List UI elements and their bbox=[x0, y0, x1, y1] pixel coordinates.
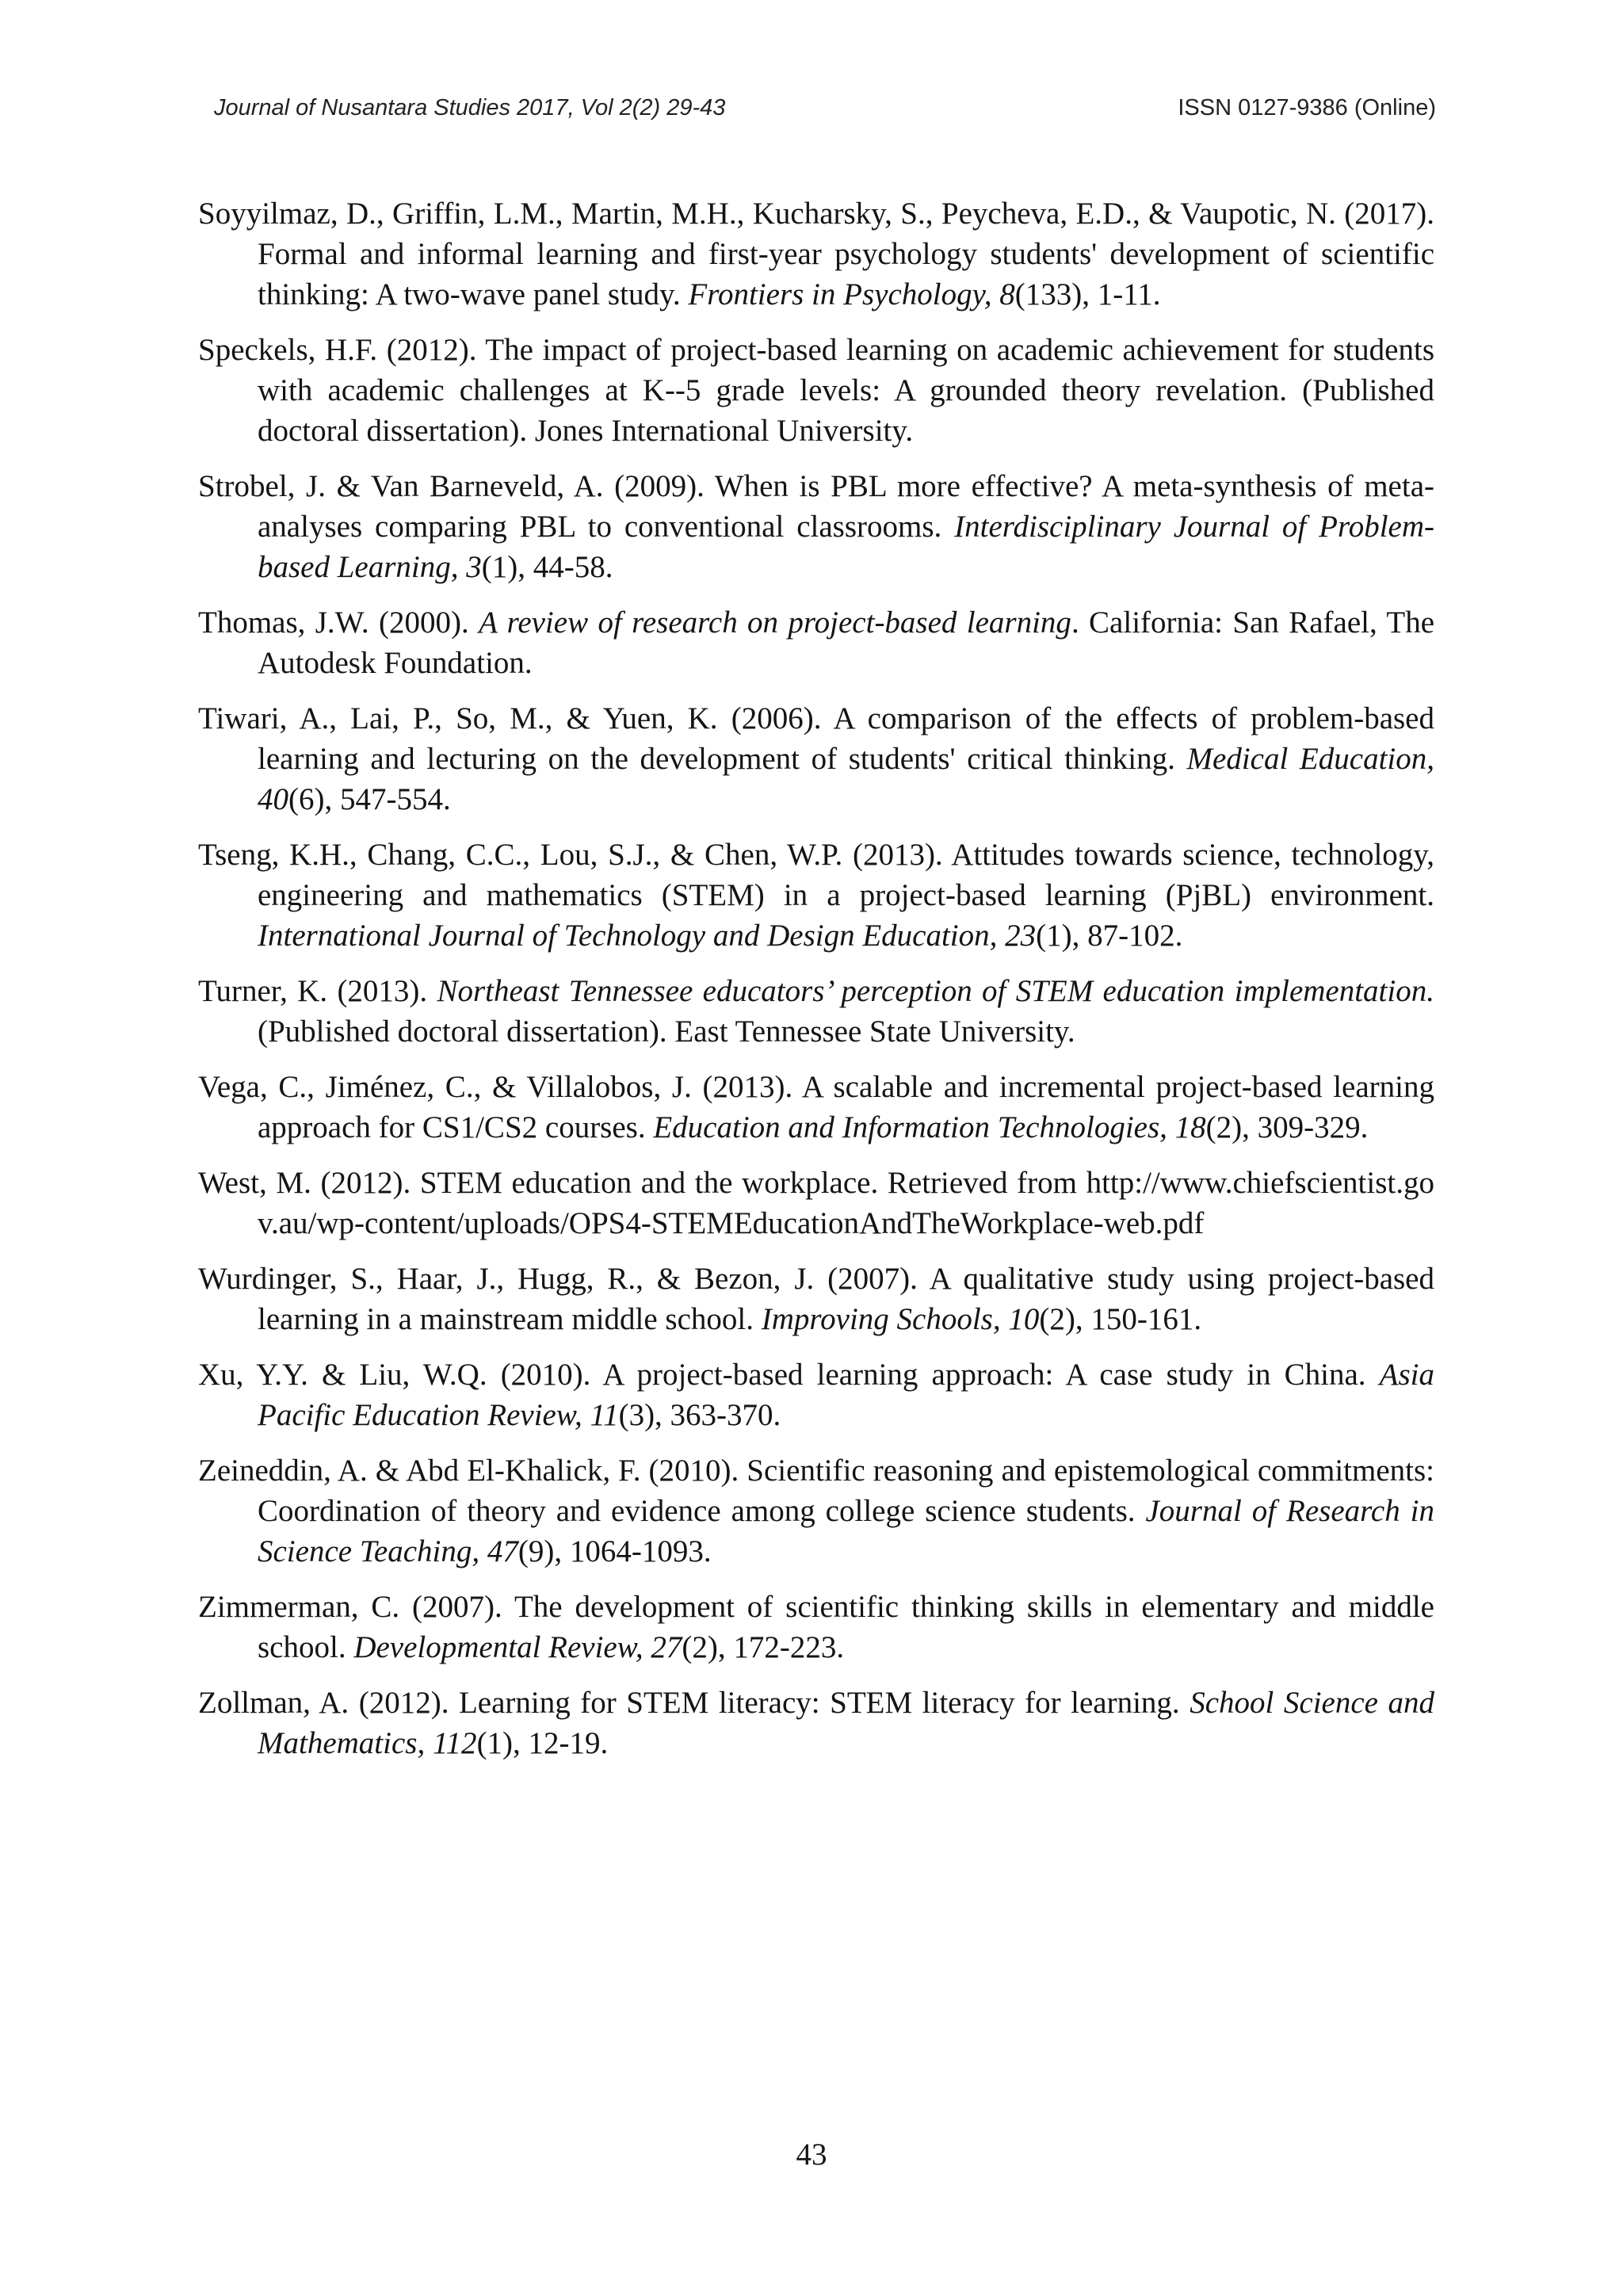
reference-entry bbox=[198, 835, 1434, 956]
reference-source: Journal of Research in Science Teaching, 47 bbox=[258, 1494, 1434, 1568]
reference-list bbox=[198, 193, 1434, 1778]
reference-entry bbox=[198, 330, 1434, 451]
reference-text: Tiwari, A., Lai, P., So, M., & Yuen, K. (2006). A comparison of the effects of problem-based learning and lecturing on the development of students' critical thinking. bbox=[198, 701, 1434, 776]
reference-text: Soyyilmaz, D., Griffin, L.M., Martin, M.H., Kucharsky, S., Peycheva, E.D., & Vaupotic, N. (2017). Formal and informal learning and first-year psychology students' development of scientific thinking: A two-wave panel study. bbox=[198, 197, 1434, 311]
reference-details: . California: San Rafael, The Autodesk Foundation. bbox=[258, 606, 1435, 680]
reference-source: Medical Education, 40 bbox=[258, 742, 1434, 816]
reference-details: (133), 1-11. bbox=[1014, 277, 1161, 311]
reference-source: Asia Pacific Education Review, 11 bbox=[258, 1358, 1434, 1432]
reference-details: (2), 172-223. bbox=[682, 1630, 845, 1664]
reference-entry bbox=[198, 466, 1434, 587]
reference-text: Tseng, K.H., Chang, C.C., Lou, S.J., & Chen, W.P. (2013). Attitudes towards science, technology, engineering and mathematics (STEM) in a project-based learning (PjBL) environment. bbox=[198, 838, 1434, 912]
issn: ISSN 0127-9386 (Online) bbox=[1178, 95, 1436, 120]
reference-text: West, M. (2012). STEM education and the workplace. Retrieved from bbox=[198, 1166, 1086, 1200]
reference-source: Developmental Review, 27 bbox=[353, 1630, 682, 1664]
reference-text: Turner, K. (2013). bbox=[198, 974, 437, 1008]
page-number: 43 bbox=[796, 2137, 827, 2172]
reference-entry bbox=[198, 1259, 1434, 1339]
reference-details: (3), 363-370. bbox=[618, 1398, 781, 1432]
reference-source: International Journal of Technology and Design Education, 23 bbox=[258, 919, 1037, 953]
reference-url-link[interactable]: http://www.chiefscientist.gov.au/wp-content/uploads/OPS4-STEMEducationAndTheWorkplace-web.pdf bbox=[258, 1166, 1434, 1240]
reference-source: Northeast Tennessee educators’ perception of STEM education implementation. bbox=[437, 974, 1434, 1008]
reference-text: Vega, C., Jiménez, C., & Villalobos, J. (2013). A scalable and incremental project-based learning approach for CS1/CS2 courses. bbox=[198, 1070, 1434, 1144]
reference-source: School Science and Mathematics, 112 bbox=[258, 1686, 1434, 1760]
reference-entry bbox=[198, 602, 1434, 683]
reference-details: (6), 547-554. bbox=[288, 782, 451, 816]
reference-source: Education and Information Technologies, 18 bbox=[653, 1110, 1206, 1144]
reference-entry bbox=[198, 971, 1434, 1052]
reference-text: Thomas, J.W. (2000). bbox=[198, 606, 479, 640]
reference-entry bbox=[198, 1067, 1434, 1148]
reference-entry bbox=[198, 193, 1434, 315]
reference-details: (2), 150-161. bbox=[1039, 1302, 1202, 1336]
reference-details: (1), 12-19. bbox=[476, 1726, 609, 1760]
reference-text: Strobel, J. & Van Barneveld, A. (2009). When is PBL more effective? A meta-synthesis of meta-analyses comparing PBL to conventional classrooms. bbox=[198, 469, 1434, 544]
reference-text: Zimmerman, C. (2007). The development of scientific thinking skills in elementary and middle school. bbox=[198, 1590, 1434, 1664]
reference-details: (1), 87-102. bbox=[1036, 919, 1183, 953]
reference-source: A review of research on project-based learning bbox=[479, 606, 1071, 640]
reference-details: (1), 44-58. bbox=[481, 550, 613, 584]
reference-entry bbox=[198, 1163, 1434, 1244]
reference-text: Speckels, H.F. (2012). The impact of project-based learning on academic achievement for students with academic challenges at K--5 grade levels: A grounded theory revelation. (Published doctoral dissertation). Jones International University. bbox=[198, 333, 1434, 448]
reference-source: Interdisciplinary Journal of Problem-based Learning, 3 bbox=[258, 510, 1435, 584]
reference-details: (Published doctoral dissertation). East Tennessee State University. bbox=[258, 1014, 1075, 1049]
reference-text: Xu, Y.Y. & Liu, W.Q. (2010). A project-based learning approach: A case study in China. bbox=[198, 1358, 1380, 1392]
journal-citation: Journal of Nusantara Studies 2017, Vol 2(2) 29-43 bbox=[214, 95, 726, 120]
page-header bbox=[214, 95, 1436, 130]
reference-source: Frontiers in Psychology, 8 bbox=[688, 277, 1015, 311]
reference-entry bbox=[198, 1450, 1434, 1572]
reference-entry bbox=[198, 1683, 1434, 1763]
reference-text: Wurdinger, S., Haar, J., Hugg, R., & Bezon, J. (2007). A qualitative study using project-based learning in a mainstream middle school. bbox=[198, 1262, 1434, 1336]
reference-entry bbox=[198, 698, 1434, 819]
reference-source: Improving Schools, 10 bbox=[761, 1302, 1040, 1336]
reference-details: (9), 1064-1093. bbox=[517, 1534, 712, 1568]
reference-entry bbox=[198, 1587, 1434, 1668]
reference-text: Zollman, A. (2012). Learning for STEM literacy: STEM literacy for learning. bbox=[198, 1686, 1190, 1720]
reference-details: (2), 309-329. bbox=[1205, 1110, 1369, 1144]
reference-entry bbox=[198, 1354, 1434, 1435]
reference-text: Zeineddin, A. & Abd El-Khalick, F. (2010). Scientific reasoning and epistemological commitments: Coordination of theory and evidence among college science students. bbox=[198, 1454, 1434, 1528]
